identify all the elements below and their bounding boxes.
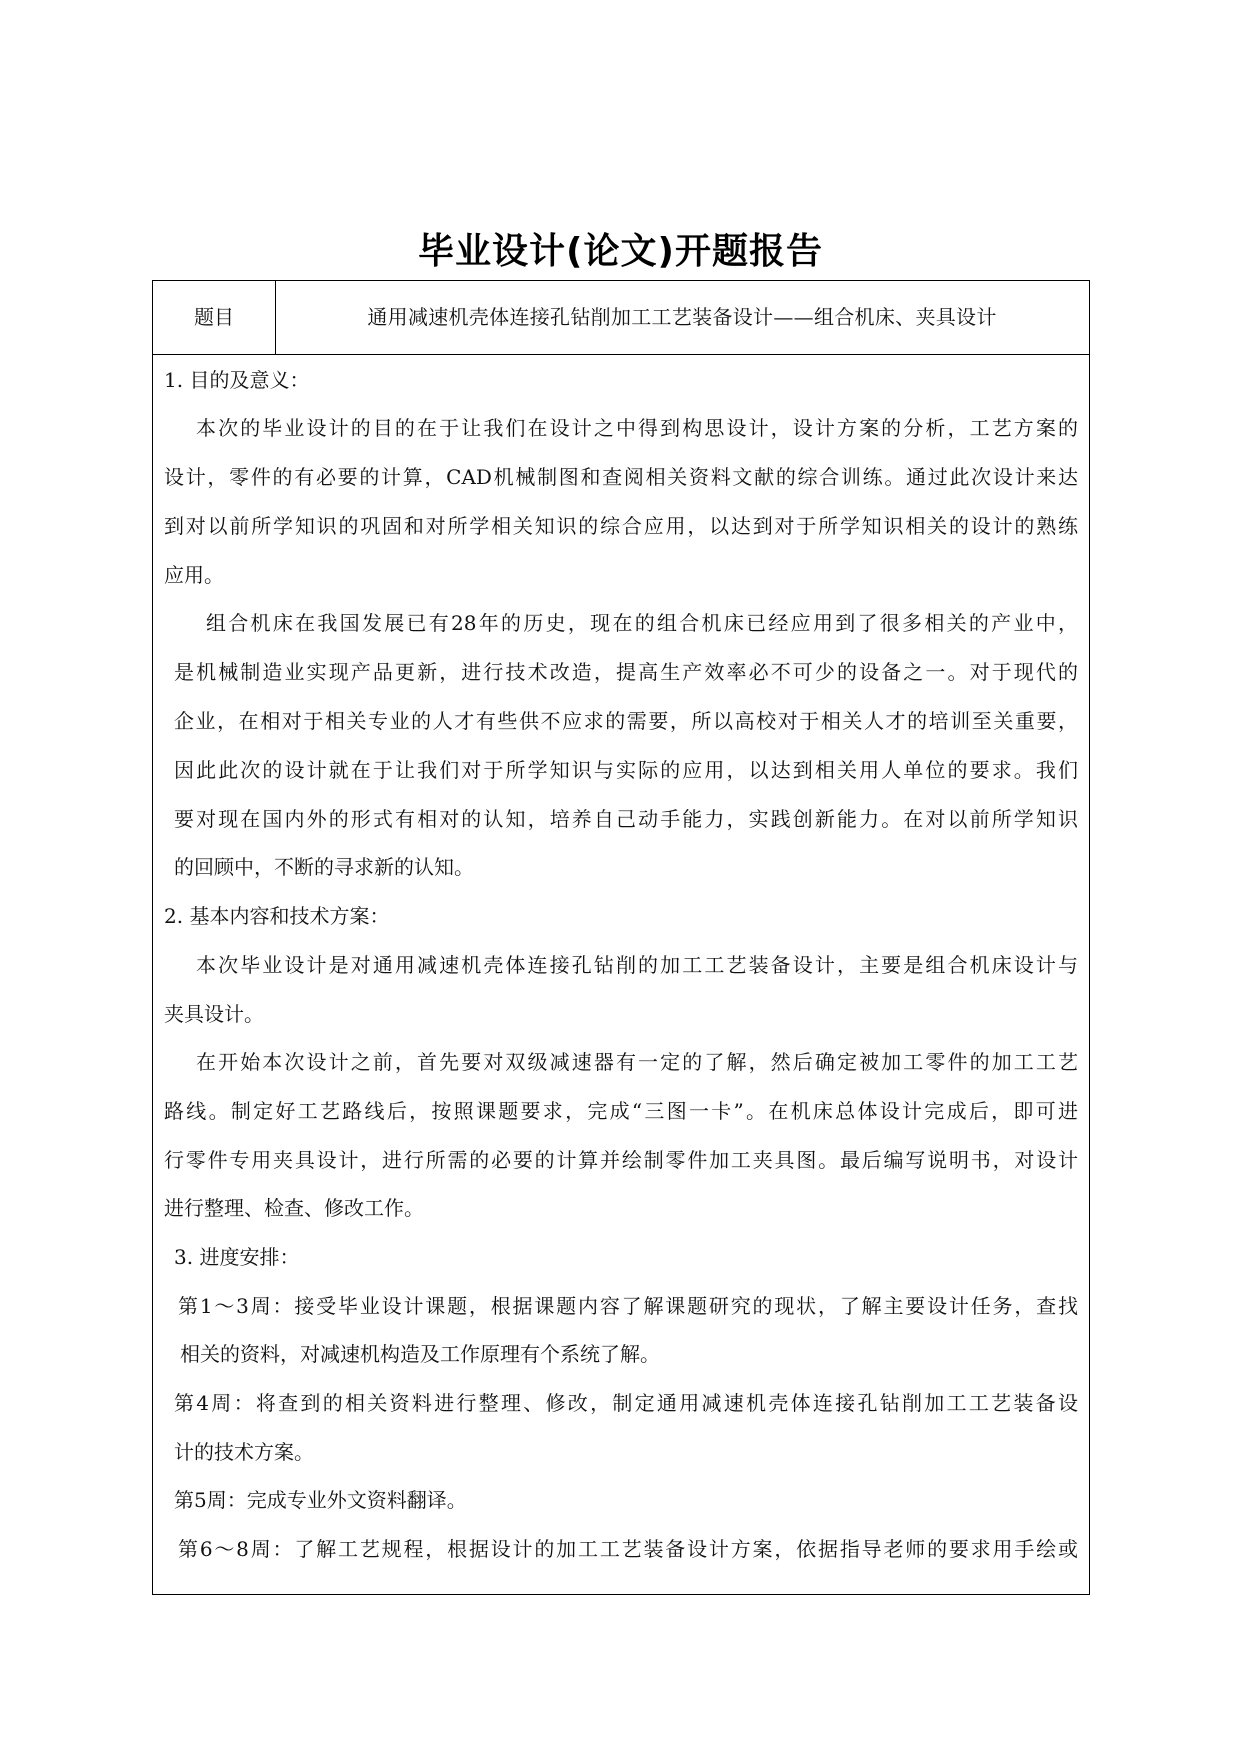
schedule-item: 第6～8周：了解工艺规程，根据设计的加工工艺装备设计方案，依据指导老师的要求用手绘或: [178, 1537, 1078, 1561]
paragraph-line: 本次的毕业设计的目的在于让我们在设计之中得到构思设计，设计方案的分析，工艺方案的: [196, 416, 1078, 440]
schedule-item: 计的技术方案。: [174, 1440, 314, 1464]
paragraph-line: 的回顾中，不断的寻求新的认知。: [174, 855, 474, 879]
paragraph-line: 设计，零件的有必要的计算，CAD机械制图和查阅相关资料文献的综合训练。通过此次设计来达: [164, 465, 1078, 489]
paragraph-line: 企业，在相对于相关专业的人才有些供不应求的需要，所以高校对于相关人才的培训至关重要，: [174, 709, 1078, 733]
paragraph-line: 要对现在国内外的形式有相对的认知，培养自己动手能力，实践创新能力。在对以前所学知识: [174, 807, 1078, 831]
paragraph-line: 本次毕业设计是对通用减速机壳体连接孔钻削的加工工艺装备设计，主要是组合机床设计与: [196, 953, 1078, 977]
section-heading-content: 2. 基本内容和技术方案：: [164, 904, 390, 928]
schedule-item: 相关的资料，对减速机构造及工作原理有个系统了解。: [180, 1342, 660, 1366]
topic-value: 通用减速机壳体连接孔钻削加工工艺装备设计——组合机床、夹具设计: [367, 305, 997, 329]
schedule-item: 第5周：完成专业外文资料翻译。: [174, 1488, 467, 1512]
section-heading-schedule: 3. 进度安排：: [174, 1245, 300, 1269]
page-title: 毕业设计(论文)开题报告: [418, 231, 823, 272]
schedule-item: 第1～3周：接受毕业设计课题，根据课题内容了解课题研究的现状，了解主要设计任务，查找: [178, 1294, 1078, 1318]
header-divider: [153, 354, 1089, 355]
paragraph-line: 在开始本次设计之前，首先要对双级减速器有一定的了解，然后确定被加工零件的加工工艺: [196, 1050, 1078, 1074]
topic-label: 题目: [194, 305, 234, 329]
paragraph-line: 夹具设计。: [164, 1002, 264, 1026]
schedule-item: 第4周：将查到的相关资料进行整理、修改，制定通用减速机壳体连接孔钻削加工工艺装备设: [174, 1391, 1078, 1415]
paragraph-line: 进行整理、检查、修改工作。: [164, 1196, 424, 1220]
paragraph-line: 到对以前所学知识的巩固和对所学相关知识的综合应用，以达到对于所学知识相关的设计的熟练: [164, 514, 1078, 538]
paragraph-line: 因此此次的设计就在于让我们对于所学知识与实际的应用，以达到相关用人单位的要求。我们: [174, 758, 1078, 782]
paragraph-line: 是机械制造业实现产品更新，进行技术改造，提高生产效率必不可少的设备之一。对于现代的: [174, 660, 1078, 684]
topic-divider: [275, 281, 276, 354]
paragraph-line: 应用。: [164, 563, 224, 587]
paragraph-line: 组合机床在我国发展已有28年的历史，现在的组合机床已经应用到了很多相关的产业中，: [206, 611, 1078, 635]
paragraph-line: 行零件专用夹具设计，进行所需的必要的计算并绘制零件加工夹具图。最后编写说明书，对设计: [164, 1148, 1078, 1172]
paragraph-line: 路线。制定好工艺路线后，按照课题要求，完成“三图一卡”。在机床总体设计完成后，即可进: [164, 1099, 1078, 1123]
section-heading-purpose: 1. 目的及意义：: [164, 368, 310, 392]
